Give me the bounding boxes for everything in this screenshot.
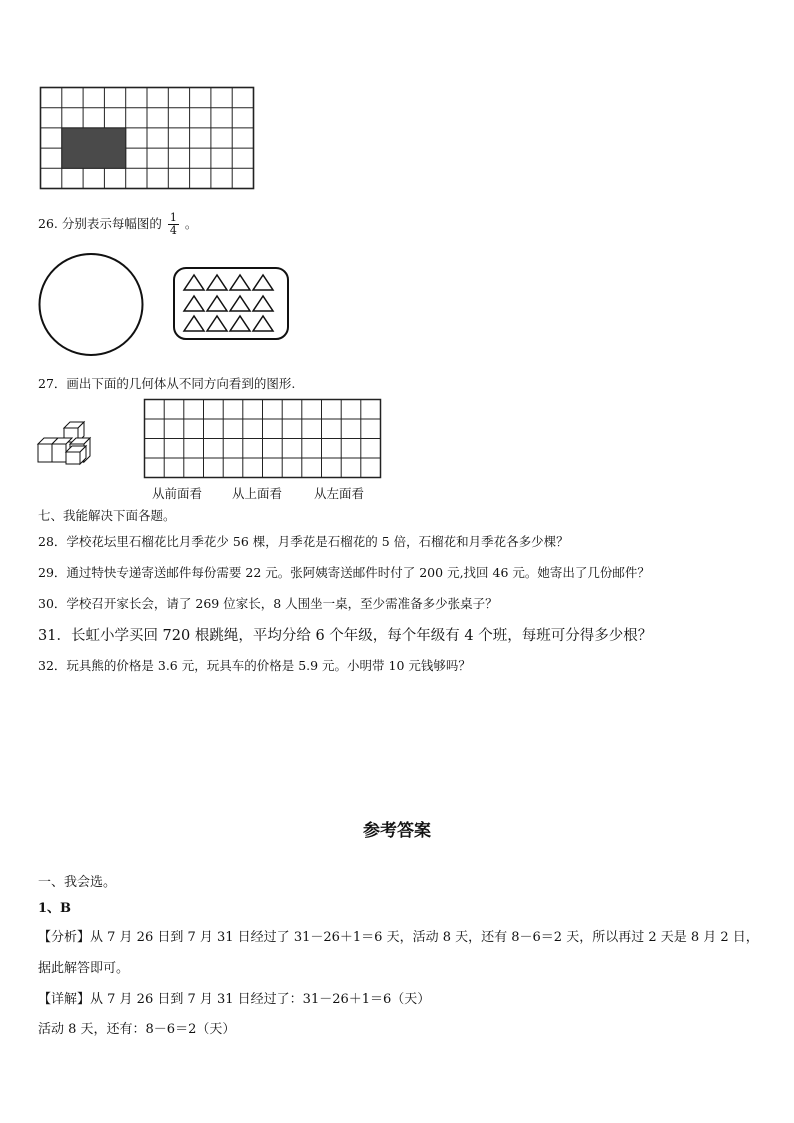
- view-label-top: 从上面看: [232, 486, 283, 501]
- drawing-grid[interactable]: [143, 398, 383, 480]
- fraction-denominator: 4: [169, 224, 177, 237]
- cube-solid-figure: [36, 418, 110, 466]
- question-32: 32．玩具熊的价格是 3.6 元，玩具车的价格是 5.9 元。小明带 10 元钱够吗？: [38, 658, 471, 673]
- circle-figure: [38, 252, 146, 358]
- question-26: [38, 212, 197, 237]
- triangles-box-figure: [172, 266, 292, 342]
- triangle-icons: [184, 275, 273, 331]
- analysis-line-2: 据此解答即可。: [38, 961, 130, 976]
- answers-section: 一、我会选。: [38, 875, 117, 890]
- fraction-numerator: 1: [169, 211, 177, 224]
- question-31: 31．长虹小学买回 720 根跳绳，平均分给 6 个年级，每个年级有 4 个班，每班可分得多少根？: [38, 628, 653, 644]
- analysis-line-1: 【分析】从 7 月 26 日到 7 月 31 日经过了 31－26＋1＝6 天，活动 8 天，还有 8－6＝2 天，所以再过 2 天是 8 月 2 日，: [38, 930, 759, 945]
- fraction-one-quarter: [168, 212, 179, 237]
- detail-line-2: 活动 8 天，还有：8－6＝2（天）: [38, 1022, 236, 1037]
- question-27: 27．画出下面的几何体从不同方向看到的图形.: [38, 376, 296, 391]
- view-label-front: 从前面看: [152, 486, 203, 501]
- question-28: 28．学校花坛里石榴花比月季花少 56 棵，月季花是石榴花的 5 倍，石榴花和月季花各多少棵？: [38, 534, 569, 549]
- answers-title: 参考答案: [363, 821, 431, 841]
- question-29: 29．通过特快专递寄送邮件每份需要 22 元。张阿姨寄送邮件时付了 200 元,找回 46 元。她寄出了几份邮件？: [38, 565, 650, 580]
- view-label-left: 从左面看: [314, 486, 365, 501]
- detail-line-1: 【详解】从 7 月 26 日到 7 月 31 日经过了：31－26＋1＝6（天）: [38, 992, 431, 1007]
- question-30: 30．学校召开家长会，请了 269 位家长，8 人围坐一桌，至少需准备多少张桌子？: [38, 596, 498, 611]
- question-26-text: 分别表示每幅图的: [61, 216, 162, 231]
- question-26-end: 。: [184, 216, 198, 231]
- answer-item-1: 1、B: [38, 901, 72, 916]
- question-26-number: 26.: [38, 216, 58, 231]
- section-7-heading: 七、我能解决下面各题。: [38, 508, 176, 523]
- shaded-rectangle-grid: [38, 85, 258, 191]
